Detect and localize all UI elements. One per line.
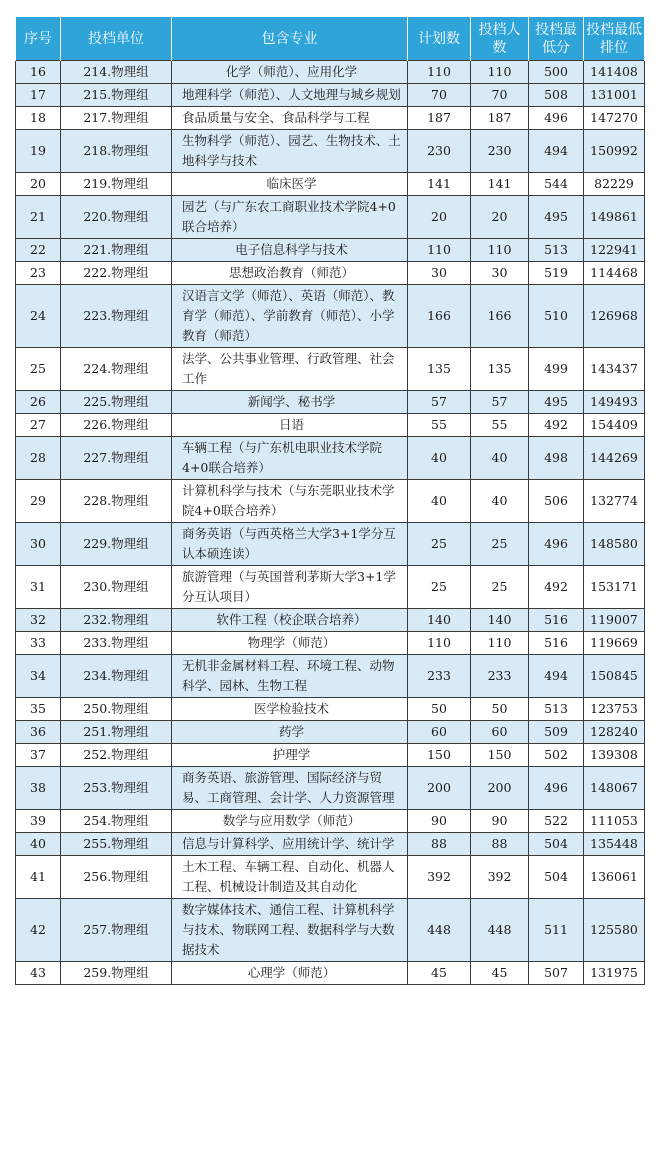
row-count: 40: [471, 480, 529, 523]
row-min-rank: 131975: [584, 962, 645, 985]
row-unit: 220.物理组: [61, 196, 172, 239]
row-min-rank: 141408: [584, 61, 645, 84]
row-min-rank: 135448: [584, 833, 645, 856]
row-min-score: 507: [529, 962, 584, 985]
table-row: [16, 744, 645, 767]
row-count: 50: [471, 698, 529, 721]
header-unit: 投档单位: [61, 17, 172, 61]
row-min-score: 516: [529, 609, 584, 632]
row-major: 物理学（师范）: [172, 632, 408, 655]
row-no: 26: [16, 391, 61, 414]
header-no: 序号: [16, 17, 61, 61]
row-unit: 228.物理组: [61, 480, 172, 523]
row-min-score: 502: [529, 744, 584, 767]
row-min-rank: 119669: [584, 632, 645, 655]
admission-table: [15, 17, 645, 985]
row-count: 392: [471, 856, 529, 899]
row-min-rank: 150992: [584, 130, 645, 173]
row-min-score: 492: [529, 414, 584, 437]
row-major: 园艺（与广东农工商职业技术学院4+0联合培养）: [172, 196, 408, 239]
row-min-score: 496: [529, 767, 584, 810]
table-row: [16, 262, 645, 285]
row-min-rank: 119007: [584, 609, 645, 632]
row-unit: 215.物理组: [61, 84, 172, 107]
row-major: 法学、公共事业管理、行政管理、社会工作: [172, 348, 408, 391]
row-unit: 230.物理组: [61, 566, 172, 609]
row-no: 24: [16, 285, 61, 348]
table-row: [16, 285, 645, 348]
row-unit: 214.物理组: [61, 61, 172, 84]
row-major: 化学（师范）、应用化学: [172, 61, 408, 84]
row-min-score: 510: [529, 285, 584, 348]
table-row: [16, 107, 645, 130]
row-min-rank: 150845: [584, 655, 645, 698]
row-plan: 25: [408, 523, 471, 566]
row-min-rank: 122941: [584, 239, 645, 262]
row-plan: 110: [408, 239, 471, 262]
row-min-score: 496: [529, 523, 584, 566]
row-plan: 200: [408, 767, 471, 810]
table-row: [16, 391, 645, 414]
row-plan: 448: [408, 899, 471, 962]
row-plan: 25: [408, 566, 471, 609]
row-plan: 141: [408, 173, 471, 196]
table-row: [16, 130, 645, 173]
row-major: 土木工程、车辆工程、自动化、机器人工程、机械设计制造及其自动化: [172, 856, 408, 899]
row-no: 33: [16, 632, 61, 655]
row-count: 166: [471, 285, 529, 348]
row-plan: 30: [408, 262, 471, 285]
row-major: 医学检验技术: [172, 698, 408, 721]
row-min-score: 495: [529, 391, 584, 414]
row-no: 41: [16, 856, 61, 899]
table-header-row: [16, 17, 645, 61]
table-row: [16, 61, 645, 84]
row-major: 商务英语（与西英格兰大学3+1学分互认本硕连读）: [172, 523, 408, 566]
row-unit: 234.物理组: [61, 655, 172, 698]
row-min-score: 499: [529, 348, 584, 391]
row-unit: 219.物理组: [61, 173, 172, 196]
row-min-score: 496: [529, 107, 584, 130]
row-min-rank: 125580: [584, 899, 645, 962]
row-plan: 110: [408, 61, 471, 84]
row-min-rank: 131001: [584, 84, 645, 107]
row-unit: 225.物理组: [61, 391, 172, 414]
row-min-rank: 128240: [584, 721, 645, 744]
row-unit: 250.物理组: [61, 698, 172, 721]
row-count: 90: [471, 810, 529, 833]
row-min-rank: 153171: [584, 566, 645, 609]
admission-table-container: [15, 17, 644, 985]
row-count: 141: [471, 173, 529, 196]
row-count: 57: [471, 391, 529, 414]
table-row: [16, 196, 645, 239]
row-unit: 222.物理组: [61, 262, 172, 285]
row-count: 187: [471, 107, 529, 130]
row-min-rank: 114468: [584, 262, 645, 285]
row-no: 27: [16, 414, 61, 437]
row-unit: 227.物理组: [61, 437, 172, 480]
row-no: 16: [16, 61, 61, 84]
row-major: 车辆工程（与广东机电职业技术学院4+0联合培养）: [172, 437, 408, 480]
row-min-score: 494: [529, 130, 584, 173]
table-row: [16, 833, 645, 856]
row-no: 42: [16, 899, 61, 962]
row-plan: 150: [408, 744, 471, 767]
row-major: 数字媒体技术、通信工程、计算机科学与技术、物联网工程、数据科学与大数据技术: [172, 899, 408, 962]
row-min-rank: 136061: [584, 856, 645, 899]
row-count: 135: [471, 348, 529, 391]
row-min-rank: 148067: [584, 767, 645, 810]
row-count: 233: [471, 655, 529, 698]
row-major: 汉语言文学（师范）、英语（师范）、教育学（师范）、学前教育（师范）、小学教育（师范）: [172, 285, 408, 348]
row-no: 31: [16, 566, 61, 609]
row-plan: 60: [408, 721, 471, 744]
row-no: 39: [16, 810, 61, 833]
row-major: 食品质量与安全、食品科学与工程: [172, 107, 408, 130]
row-no: 29: [16, 480, 61, 523]
row-unit: 256.物理组: [61, 856, 172, 899]
header-count: 投档人数: [471, 17, 529, 61]
row-count: 448: [471, 899, 529, 962]
table-row: [16, 609, 645, 632]
row-min-rank: 149861: [584, 196, 645, 239]
row-min-rank: 82229: [584, 173, 645, 196]
row-min-score: 544: [529, 173, 584, 196]
row-unit: 218.物理组: [61, 130, 172, 173]
row-plan: 20: [408, 196, 471, 239]
row-unit: 224.物理组: [61, 348, 172, 391]
row-count: 30: [471, 262, 529, 285]
row-plan: 40: [408, 437, 471, 480]
row-no: 19: [16, 130, 61, 173]
row-no: 23: [16, 262, 61, 285]
table-row: [16, 239, 645, 262]
row-plan: 233: [408, 655, 471, 698]
row-min-rank: 149493: [584, 391, 645, 414]
row-no: 35: [16, 698, 61, 721]
row-major: 软件工程（校企联合培养）: [172, 609, 408, 632]
row-plan: 135: [408, 348, 471, 391]
row-min-rank: 144269: [584, 437, 645, 480]
row-min-score: 516: [529, 632, 584, 655]
row-no: 21: [16, 196, 61, 239]
row-major: 日语: [172, 414, 408, 437]
row-no: 28: [16, 437, 61, 480]
table-row: [16, 84, 645, 107]
row-plan: 392: [408, 856, 471, 899]
row-major: 地理科学（师范）、人文地理与城乡规划: [172, 84, 408, 107]
row-min-score: 509: [529, 721, 584, 744]
row-plan: 110: [408, 632, 471, 655]
header-major: 包含专业: [172, 17, 408, 61]
row-major: 信息与计算科学、应用统计学、统计学: [172, 833, 408, 856]
row-no: 22: [16, 239, 61, 262]
row-no: 43: [16, 962, 61, 985]
row-min-rank: 147270: [584, 107, 645, 130]
row-plan: 45: [408, 962, 471, 985]
row-min-score: 511: [529, 899, 584, 962]
row-unit: 223.物理组: [61, 285, 172, 348]
row-plan: 70: [408, 84, 471, 107]
row-count: 25: [471, 566, 529, 609]
row-count: 40: [471, 437, 529, 480]
table-row: [16, 810, 645, 833]
row-count: 200: [471, 767, 529, 810]
table-row: [16, 856, 645, 899]
row-unit: 253.物理组: [61, 767, 172, 810]
row-unit: 232.物理组: [61, 609, 172, 632]
table-row: [16, 173, 645, 196]
row-min-rank: 139308: [584, 744, 645, 767]
header-min-score: 投档最低分: [529, 17, 584, 61]
row-count: 140: [471, 609, 529, 632]
row-plan: 230: [408, 130, 471, 173]
row-major: 商务英语、旅游管理、国际经济与贸易、工商管理、会计学、人力资源管理: [172, 767, 408, 810]
row-unit: 221.物理组: [61, 239, 172, 262]
row-unit: 229.物理组: [61, 523, 172, 566]
row-count: 55: [471, 414, 529, 437]
table-row: [16, 437, 645, 480]
row-count: 45: [471, 962, 529, 985]
row-major: 临床医学: [172, 173, 408, 196]
row-min-score: 508: [529, 84, 584, 107]
row-unit: 233.物理组: [61, 632, 172, 655]
row-min-rank: 154409: [584, 414, 645, 437]
row-unit: 252.物理组: [61, 744, 172, 767]
row-major: 计算机科学与技术（与东莞职业技术学院4+0联合培养）: [172, 480, 408, 523]
table-row: [16, 899, 645, 962]
table-row: [16, 767, 645, 810]
row-min-score: 495: [529, 196, 584, 239]
row-major: 思想政治教育（师范）: [172, 262, 408, 285]
table-row: [16, 655, 645, 698]
row-min-score: 500: [529, 61, 584, 84]
header-plan: 计划数: [408, 17, 471, 61]
table-row: [16, 632, 645, 655]
row-plan: 90: [408, 810, 471, 833]
table-row: [16, 523, 645, 566]
row-plan: 57: [408, 391, 471, 414]
row-min-rank: 126968: [584, 285, 645, 348]
row-no: 25: [16, 348, 61, 391]
table-body: [16, 61, 645, 985]
row-min-score: 498: [529, 437, 584, 480]
row-min-rank: 111053: [584, 810, 645, 833]
table-row: [16, 566, 645, 609]
row-no: 36: [16, 721, 61, 744]
row-no: 40: [16, 833, 61, 856]
row-major: 旅游管理（与英国普利茅斯大学3+1学分互认项目）: [172, 566, 408, 609]
row-min-rank: 123753: [584, 698, 645, 721]
row-no: 18: [16, 107, 61, 130]
row-major: 护理学: [172, 744, 408, 767]
row-no: 37: [16, 744, 61, 767]
row-major: 心理学（师范）: [172, 962, 408, 985]
row-no: 30: [16, 523, 61, 566]
row-min-score: 513: [529, 698, 584, 721]
row-plan: 88: [408, 833, 471, 856]
row-unit: 259.物理组: [61, 962, 172, 985]
row-major: 数学与应用数学（师范）: [172, 810, 408, 833]
row-min-rank: 143437: [584, 348, 645, 391]
row-plan: 187: [408, 107, 471, 130]
row-min-rank: 132774: [584, 480, 645, 523]
row-count: 110: [471, 239, 529, 262]
row-count: 230: [471, 130, 529, 173]
row-plan: 166: [408, 285, 471, 348]
row-major: 无机非金属材料工程、环境工程、动物科学、园林、生物工程: [172, 655, 408, 698]
row-major: 生物科学（师范）、园艺、生物技术、土地科学与技术: [172, 130, 408, 173]
row-unit: 254.物理组: [61, 810, 172, 833]
row-count: 110: [471, 61, 529, 84]
row-major: 电子信息科学与技术: [172, 239, 408, 262]
row-count: 20: [471, 196, 529, 239]
row-unit: 255.物理组: [61, 833, 172, 856]
row-plan: 55: [408, 414, 471, 437]
table-row: [16, 480, 645, 523]
table-row: [16, 414, 645, 437]
row-no: 34: [16, 655, 61, 698]
row-min-score: 519: [529, 262, 584, 285]
row-min-score: 506: [529, 480, 584, 523]
row-no: 32: [16, 609, 61, 632]
table-row: [16, 698, 645, 721]
row-min-score: 513: [529, 239, 584, 262]
row-no: 20: [16, 173, 61, 196]
row-count: 150: [471, 744, 529, 767]
row-min-score: 504: [529, 833, 584, 856]
row-no: 38: [16, 767, 61, 810]
row-min-score: 494: [529, 655, 584, 698]
row-plan: 140: [408, 609, 471, 632]
row-count: 70: [471, 84, 529, 107]
row-major: 药学: [172, 721, 408, 744]
row-unit: 217.物理组: [61, 107, 172, 130]
row-unit: 251.物理组: [61, 721, 172, 744]
row-min-score: 492: [529, 566, 584, 609]
table-row: [16, 348, 645, 391]
row-min-score: 522: [529, 810, 584, 833]
row-count: 88: [471, 833, 529, 856]
row-plan: 40: [408, 480, 471, 523]
table-row: [16, 721, 645, 744]
row-count: 60: [471, 721, 529, 744]
table-row: [16, 962, 645, 985]
row-count: 110: [471, 632, 529, 655]
row-unit: 257.物理组: [61, 899, 172, 962]
row-count: 25: [471, 523, 529, 566]
row-major: 新闻学、秘书学: [172, 391, 408, 414]
row-min-score: 504: [529, 856, 584, 899]
row-plan: 50: [408, 698, 471, 721]
row-min-rank: 148580: [584, 523, 645, 566]
row-no: 17: [16, 84, 61, 107]
row-unit: 226.物理组: [61, 414, 172, 437]
header-min-rank: 投档最低排位: [584, 17, 645, 61]
